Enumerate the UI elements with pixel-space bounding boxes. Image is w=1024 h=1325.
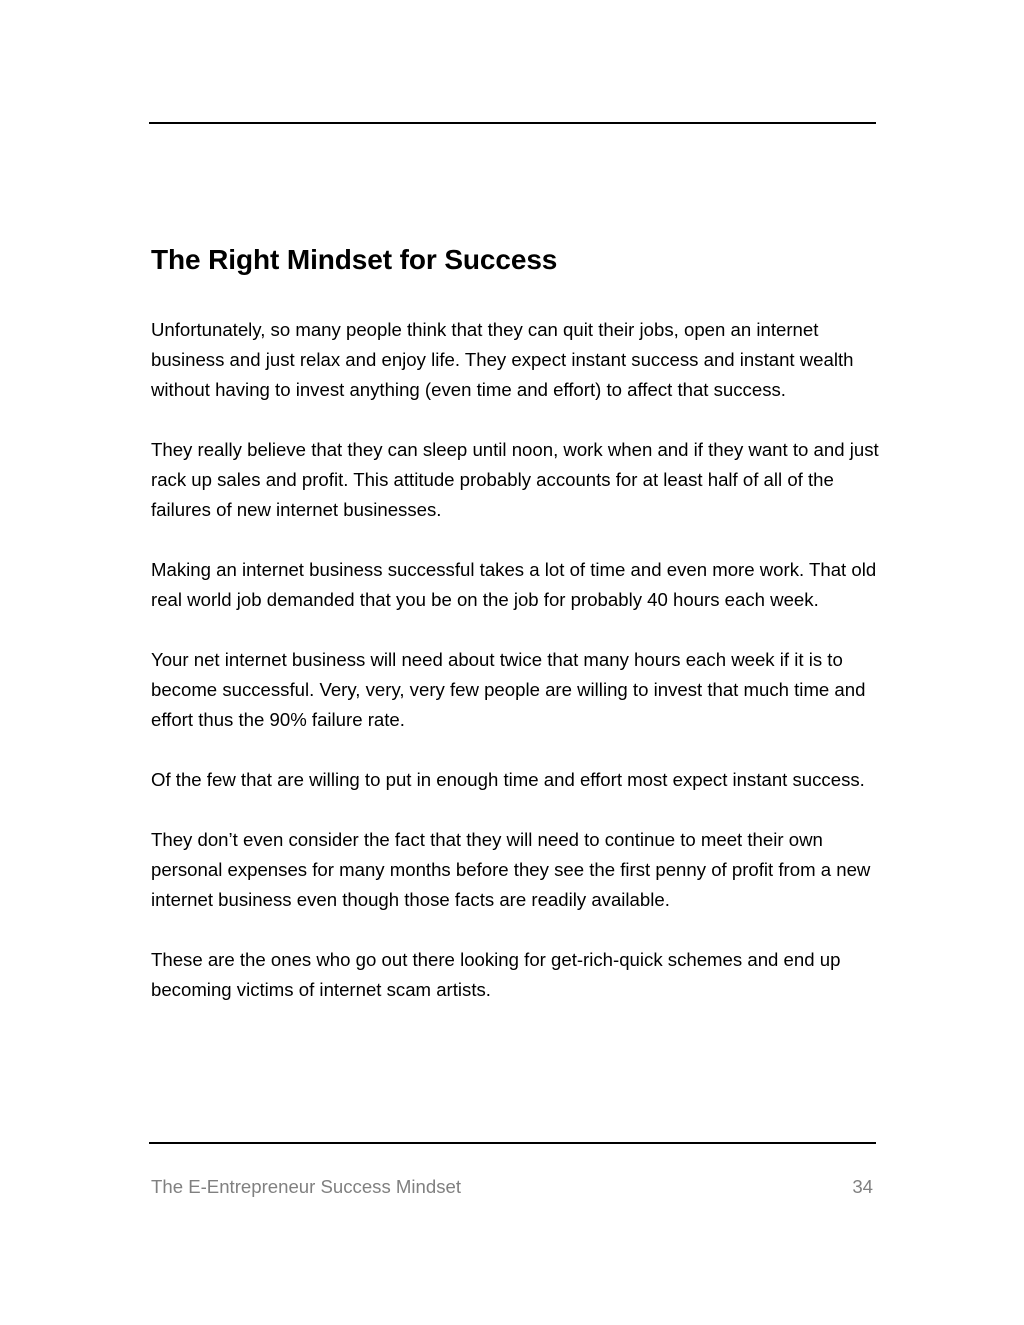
paragraph-4: Your net internet business will need about twice that many hours each week if it is to become successful. Very, very, very few people are willing to invest that much time and effort thus the 90% failure rate. [151,649,866,730]
footer-rule [149,1142,876,1144]
footer-book-title: The E-Entrepreneur Success Mindset [151,1176,462,1197]
paragraph-5: Of the few that are willing to put in enough time and effort most expect instant success. [151,769,865,790]
paragraph-2: They really believe that they can sleep until noon, work when and if they want to and just rack up sales and profit. This attitude probably accounts for at least half of all of the failures of new internet businesses. [151,439,879,520]
body-text [151,315,879,1005]
header-rule [149,122,876,124]
page-content [151,238,879,1035]
paragraph-7: These are the ones who go out there looking for get-rich-quick schemes and end up becoming victims of internet scam artists. [151,949,841,1000]
paragraph-6: They don’t even consider the fact that they will need to continue to meet their own personal expenses for many months before they see the first penny of profit from a new internet business even though those facts are readily available. [151,829,871,910]
page-title: The Right Mindset for Success [151,244,558,275]
paragraph-3: Making an internet business successful takes a lot of time and even more work. That old real world job demanded that you be on the job for probably 40 hours each week. [151,559,877,610]
paragraph-1: Unfortunately, so many people think that they can quit their jobs, open an internet business and just relax and enjoy life. They expect instant success and instant wealth without having to invest anything (even time and effort) to affect that success. [151,319,854,400]
page-number: 34 [852,1176,873,1197]
